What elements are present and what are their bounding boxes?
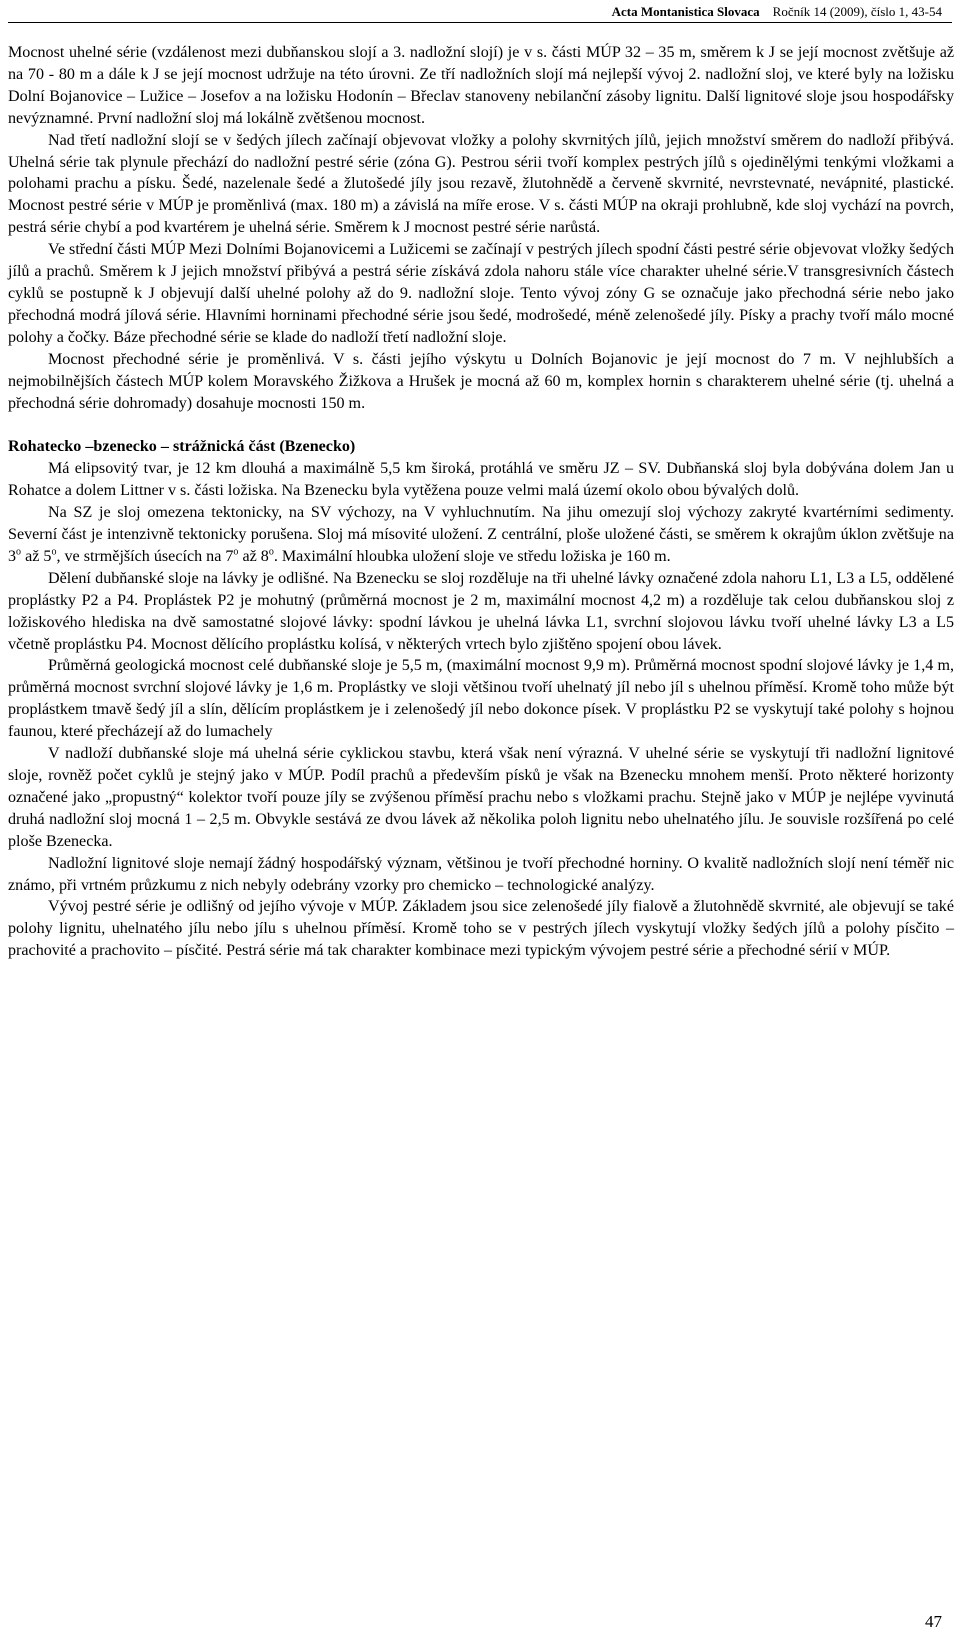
degree-sup: o: [268, 546, 274, 558]
header-rule: [8, 22, 952, 23]
text-span: Na SZ je sloj omezena tektonicky, na SV výchozy, na V vyhluchnutím. Na jihu omezují sloj výchozy zakryté kvartérními sedimenty. Severní část je intenzivně tektonicky porušena. Sloj má mísovité uložení. Z centrální, ploše uložené části, se směrem k okrajům úklon zvětšuje na 3: [8, 504, 954, 565]
paragraph: Vývoj pestré série je odlišný od jejího vývoje v MÚP. Základem jsou sice zelenošedé jíly fialově a žlutohnědě skvrnité, ale objevují se také polohy lignitu, uhelnatého jílu nebo jílu s uhelnou příměsí. Kromě toho se v pestrých jílech vyskytují vložky šedých jílů a polohy písčito – prachovité a prachovito – písčité. Pestrá série má tak charakter kombinace mezi typickým vývojem pestré série a přechodné sérií v MÚP.: [8, 898, 954, 960]
degree-sup: o: [233, 546, 239, 558]
text-span: až 8: [238, 547, 269, 565]
page-number: 47: [925, 1612, 942, 1631]
paragraph: Nadložní lignitové sloje nemají žádný hospodářský význam, většinou je tvoří přechodné horniny. O kvalitě nadložních slojí není téměř nic známo, při vrtném průzkumu z nich nebyly odebrány vzorky pro chemicko – technologické analýzy.: [8, 854, 954, 894]
paragraph: Ve střední části MÚP Mezi Dolními Bojanovicemi a Lužicemi se začínají v pestrých jílech spodní části pestré série objevovat vložky šedých jílů a prachů. Směrem k J jejich množství přibývá a pestrá série získává zdola nahoru stále více charakter uhelné série.V transgresivních částech cyklů se postupně k J objevují další uhelné polohy až do 9. nadložní sloje. Tento vývoj zóny G se označuje jako přechodná série nebo jako přechodná modrá jílová série. Hlavními horninami přechodné série jsou šedé, modrošedé, méně zelenošedé jíly. Písky a prachy tvoří málo mocné polohy a čočky. Báze přechodné série se klade do nadloží třetí nadložní sloje.: [8, 241, 954, 346]
paragraph-dip: [8, 502, 954, 568]
text-span: až 5: [21, 547, 52, 565]
paragraph: Průměrná geologická mocnost celé dubňanské sloje je 5,5 m, (maximální mocnost 9,9 m). Průměrná mocnost spodní slojové lávky je 1,4 m, průměrná mocnost svrchní slojové lávky je 1,6 m. Proplástky ve sloji většinou tvoří uhelnatý jíl nebo jíl s uhelnou příměsí. Kromě toho může být proplástkem tmavě šedý jíl a slín, dělícím proplástkem je i zelenošedý jíl nebo dokonce písek. V proplástku P2 se vyskytují také polohy s hojnou faunou, které přecházejí až do lumachely: [8, 657, 954, 741]
paragraph: Má elipsovitý tvar, je 12 km dlouhá a maximálně 5,5 km široká, protáhlá ve směru JZ – SV. Dubňanská sloj byla dobývána dolem Jan u Rohatce a dolem Littner v s. části ložiska. Na Bzenecku byla vytěžena pouze velmi malá území okolo obou bývalých dolů.: [8, 460, 954, 500]
paragraph: Nad třetí nadložní slojí se v šedých jílech začínají objevovat vložky a polohy skvrnitých jílů, jejich množství směrem do nadloží přibývá. Uhelná série tak plynule přechází do nadložní pestré série (zóna G). Pestrou sérii tvoří komplex pestrých jílů s ojedinělými tenkými vložkami a polohami prachu a písku. Šedé, nazelenale šedé a žlutošedé jíly jsou rezavě, žlutohnědě a červeně skvrnité, nevrstevnaté, nevápnité, plastické. Mocnost pestré série v MÚP je proměnlivá (max. 180 m) a závislá na míře erose. V s. části MÚP na okraji prohlubně, kde sloj vychází na povrch, pestrá série chybí a pod kvartérem je uhelná série. Směrem k J mocnost pestré série narůstá.: [8, 131, 954, 237]
section-heading: Rohatecko –bzenecko – strážnická část (Bzenecko): [8, 438, 356, 456]
text-span: . Maximální hloubka uložení sloje ve středu ložiska je 160 m.: [273, 547, 671, 565]
paragraph: Dělení dubňanské sloje na lávky je odlišné. Na Bzenecku se sloj rozděluje na tři uhelné lávky označené zdola nahoru L1, L3 a L5, oddělené proplástky P2 a P4. Proplástek P2 je mohutný (průměrná mocnost je 2 m, maximální mocnost 4,2 m) a rozděluje tak celou dubňanskou sloj z ložiskového hlediska na dvě samostatné slojové lávky: spodní lávkou je uhelná lávka L1, svrchní slojovou lávku tvoří uhelné lávky L3 a L5 včetně proplástku P4. Mocnost dělícího proplástku kolísá, v některých vrtech bylo zjištěno spojení obou lávek.: [8, 569, 954, 653]
issue-info: Ročník 14 (2009), číslo 1, 43-54: [772, 4, 942, 19]
running-header: [612, 4, 942, 20]
paragraph: V nadloží dubňanské sloje má uhelná série cyklickou stavbu, která však není výrazná. V uhelné série se vyskytují tři nadložní lignitové sloje, rovněž počet cyklů je stejný jako v MÚP. Podíl prachů a především písků je však na Bzenecku mnohem menší. Proto některé horizonty označené jako „propustný“ kolektor tvoří pouze jíly se zvýšenou příměsí prachu nebo s vložkami prachu. Stejně jako v MÚP je nejlépe vyvinutá druhá nadložní sloj mocná 1 – 2,5 m. Obvykle sestává ze dvou lávek až několika poloh lignitu nebo uhelnatého jílu. Je souvisle rozšířená po celé ploše Bzenecka.: [8, 745, 954, 850]
journal-name: Acta Montanistica Slovaca: [611, 4, 760, 19]
paragraph: Mocnost přechodné série je proměnlivá. V s. části jejího výskytu u Dolních Bojanovic je její mocnost do 7 m. V nejhlubších a nejmobilnějších částech MÚP kolem Moravského Žižkova a Hrušek je mocná až 60 m, komplex hornin s charakterem uhelné série (tj. uhelná a přechodná série dohromady) dosahuje mocnosti 150 m.: [8, 350, 954, 412]
article-body: [8, 42, 954, 962]
paragraph: Mocnost uhelné série (vzdálenost mezi dubňanskou slojí a 3. nadložní slojí) je v s. části MÚP 32 – 35 m, směrem k J se její mocnost zvětšuje až na 70 - 80 m a dále k J se její mocnost udržuje na této úrovni. Ze tří nadložních slojí má nejlepší vývoj 2. nadložní sloj, ve které byly na ložisku Dolní Bojanovice – Lužice – Josefov a na ložisku Hodonín – Břeclav stanoveny nebilanční zásoby lignitu. Další lignitové sloje jsou hospodářsky nevýznamné. První nadložní sloj má lokálně zvětšenou mocnost.: [8, 44, 954, 127]
degree-sup: o: [16, 546, 22, 558]
degree-sup: o: [51, 546, 57, 558]
text-span: , ve strmějších úsecích na 7: [56, 547, 234, 565]
